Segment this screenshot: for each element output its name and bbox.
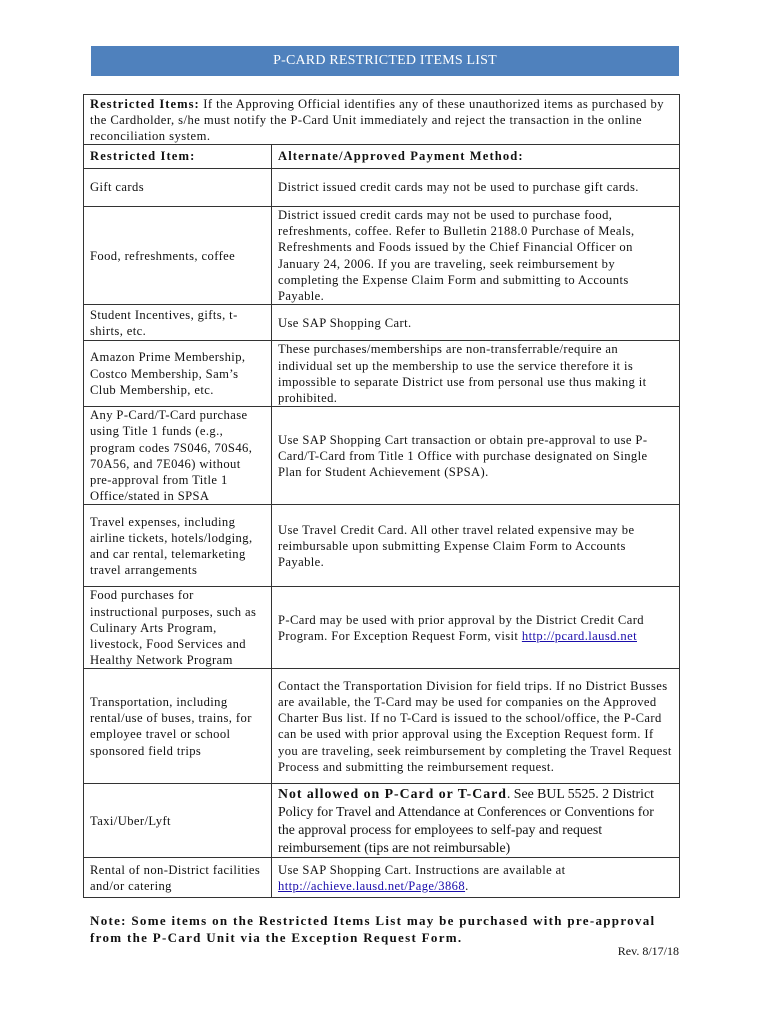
method-cell: These purchases/memberships are non-transferrable/require an individual set up the membership to use the service therefore it is impossible to separate District use from personal use thus making it prohibited. <box>272 341 680 407</box>
intro-paragraph <box>83 94 680 144</box>
intro-text: If the Approving Official identifies any of these unauthorized items as purchased by the Cardholder, s/he must notify the P-Card Unit immediately and reject the transaction in the online reconciliation system. <box>90 97 665 143</box>
table-row <box>84 407 680 505</box>
item-cell: Rental of non-District facilities and/or catering <box>84 858 272 898</box>
table-header-row <box>84 145 680 169</box>
item-cell: Amazon Prime Membership, Costco Membership, Sam’s Club Membership, etc. <box>84 341 272 407</box>
method-cell: District issued credit cards may not be used to purchase food, refreshments, coffee. Refer to Bulletin 2188.0 Purchase of Meals, Refreshments and Foods issued by the Chief Financial Officer on January 24, 2006. If you are traveling, seek reimbursement by completing the Expense Claim Form and submitting to Accounts Payable. <box>272 207 680 305</box>
item-cell: Transportation, including rental/use of buses, trains, for employee travel or school sponsored field trips <box>84 669 272 784</box>
achieve-site-link[interactable]: http://achieve.lausd.net/Page/3868 <box>278 878 466 893</box>
column-header-item: Restricted Item: <box>84 145 272 169</box>
method-cell: Use SAP Shopping Cart. <box>272 305 680 341</box>
table-row <box>84 305 680 341</box>
item-cell: Gift cards <box>84 169 272 207</box>
method-cell: Use SAP Shopping Cart transaction or obtain pre-approval to use P-Card/T-Card from Title 1 Office with purchase designated on Single Plan for Student Achievement (SPSA). <box>272 407 680 505</box>
footer-note: Note: Some items on the Restricted Items List may be purchased with pre-approval from the P-Card Unit via the Exception Request Form. <box>90 913 656 945</box>
column-header-method: Alternate/Approved Payment Method: <box>272 145 680 169</box>
method-text: P-Card may be used with prior approval by the District Credit Card Program. For Exception Request Form, visit <box>278 612 645 643</box>
table-row <box>84 169 680 207</box>
method-cell: Contact the Transportation Division for field trips. If no District Busses are available, the T-Card may be used for companies on the Approved Charter Bus list. If no T-Card is issued to the school/office, the P-Card can be used with prior approval using the Exception Request form. If you are traveling, seek reimbursement by completing the Travel Request Process and submitting the reimbursement request. <box>272 669 680 784</box>
method-cell: District issued credit cards may not be used to purchase gift cards. <box>272 169 680 207</box>
pcard-site-link[interactable]: http://pcard.lausd.net <box>521 628 637 643</box>
restricted-items-table <box>83 144 680 898</box>
intro-label: Restricted Items: <box>90 97 200 111</box>
item-cell: Food, refreshments, coffee <box>84 207 272 305</box>
method-text: . See BUL 5525. 2 District Policy for Travel and Attendance at Conferences or Conventions for the approval process for employees to self-pay and request reimbursement (tips are not reimbursable) <box>278 785 654 855</box>
table-row <box>84 207 680 305</box>
item-cell: Food purchases for instructional purposes, such as Culinary Arts Program, livestock, Food Services and Healthy Network Program <box>84 587 272 669</box>
method-cell <box>272 784 680 858</box>
item-cell: Student Incentives, gifts, t-shirts, etc. <box>84 305 272 341</box>
item-cell: Any P-Card/T-Card purchase using Title 1 funds (e.g., program codes 7S046, 70S46, 70A56, and 7E046) without pre-approval from Title 1 Office/stated in SPSA <box>84 407 272 505</box>
item-cell: Travel expenses, including airline tickets, hotels/lodging, and car rental, telemarketing travel arrangements <box>84 505 272 587</box>
page-title-banner <box>91 46 679 76</box>
table-row <box>84 669 680 784</box>
table-row <box>84 341 680 407</box>
page-title: P-CARD RESTRICTED ITEMS LIST <box>273 53 497 68</box>
table-row <box>84 587 680 669</box>
revision-date: Rev. 8/17/18 <box>617 944 679 958</box>
item-cell: Taxi/Uber/Lyft <box>84 784 272 858</box>
method-cell <box>272 587 680 669</box>
table-row <box>84 858 680 898</box>
method-text: Use SAP Shopping Cart. Instructions are available at <box>278 862 566 877</box>
table-row <box>84 505 680 587</box>
method-bold-text: Not allowed on P-Card or T-Card <box>278 785 507 801</box>
table-row <box>84 784 680 858</box>
method-cell <box>272 858 680 898</box>
method-text-end: . <box>465 878 469 893</box>
method-cell: Use Travel Credit Card. All other travel related expensive may be reimbursable upon submitting Expense Claim Form to Accounts Payable. <box>272 505 680 587</box>
